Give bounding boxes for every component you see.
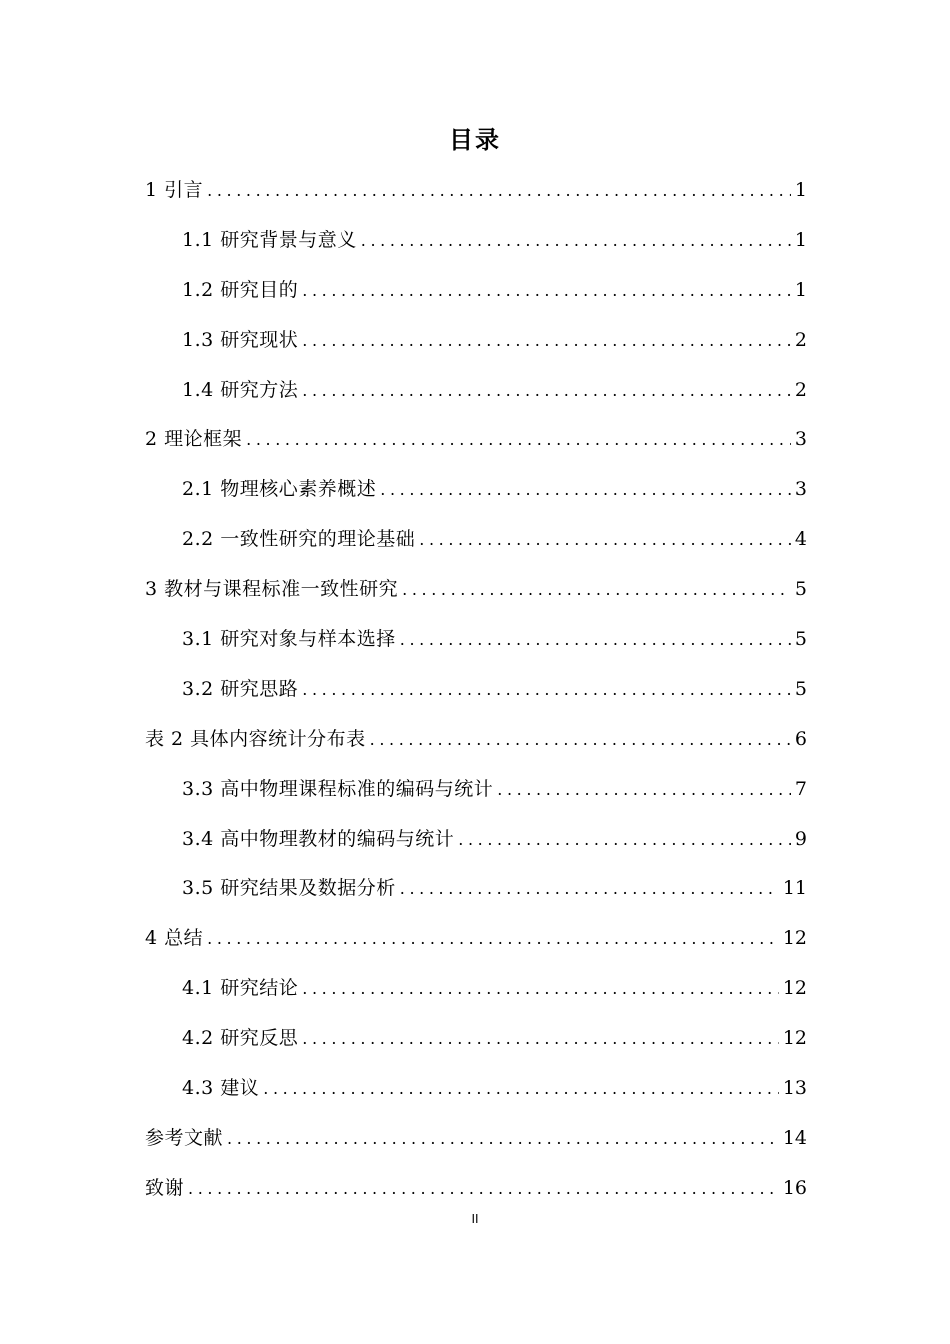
- toc-entry[interactable]: [145, 1014, 807, 1064]
- toc-dot-leader: [370, 715, 791, 765]
- toc-entry-title: 2 理论框架: [145, 428, 243, 451]
- toc-entry[interactable]: [145, 1164, 807, 1214]
- toc-entry-page: 1: [794, 228, 807, 251]
- toc-entry[interactable]: [145, 266, 807, 316]
- toc-dot-leader: [361, 216, 791, 266]
- toc-entry-page: 12: [782, 977, 807, 1000]
- toc-entry-title: 2.2 一致性研究的理论基础: [182, 528, 416, 551]
- toc-list: [145, 166, 807, 1214]
- toc-entry-title: 3 教材与课程标准一致性研究: [145, 578, 399, 601]
- toc-entry-title: 3.4 高中物理教材的编码与统计: [182, 827, 455, 850]
- toc-entry[interactable]: [145, 715, 807, 765]
- toc-entry-page: 14: [782, 1126, 807, 1149]
- toc-entry-page: 2: [794, 328, 807, 351]
- toc-dot-leader: [302, 316, 791, 366]
- toc-dot-leader: [302, 964, 779, 1014]
- toc-dot-leader: [188, 1164, 779, 1214]
- toc-entry-page: 1: [794, 179, 807, 201]
- toc-entry-page: 11: [782, 877, 807, 900]
- toc-dot-leader: [419, 515, 791, 565]
- toc-entry-title: 2.1 物理核心素养概述: [182, 478, 377, 501]
- toc-entry-page: 12: [782, 1027, 807, 1050]
- toc-entry-page: 5: [794, 677, 807, 700]
- toc-entry[interactable]: [145, 565, 807, 615]
- toc-dot-leader: [207, 166, 791, 216]
- toc-entry-page: 2: [794, 378, 807, 401]
- toc-dot-leader: [402, 565, 791, 615]
- toc-entry-page: 3: [794, 478, 807, 501]
- toc-dot-leader: [400, 615, 791, 665]
- toc-entry-title: 4.1 研究结论: [182, 977, 299, 1000]
- toc-dot-leader: [302, 665, 791, 715]
- toc-entry-title: 4.3 建议: [182, 1077, 260, 1100]
- toc-dot-leader: [497, 765, 791, 815]
- toc-dot-leader: [400, 864, 779, 914]
- toc-entry-page: 5: [794, 578, 807, 601]
- toc-entry-page: 3: [794, 428, 807, 451]
- toc-entry-title: 4 总结: [145, 927, 204, 950]
- toc-entry-page: 16: [782, 1176, 807, 1199]
- toc-dot-leader: [302, 266, 791, 316]
- toc-entry[interactable]: [145, 615, 807, 665]
- toc-entry-title: 3.3 高中物理课程标准的编码与统计: [182, 777, 494, 800]
- toc-dot-leader: [380, 465, 791, 515]
- toc-entry-title: 1.1 研究背景与意义: [182, 228, 357, 251]
- page-number-footer: II: [471, 1212, 479, 1226]
- toc-dot-leader: [227, 1114, 779, 1164]
- toc-title: 目录: [449, 126, 501, 154]
- toc-entry[interactable]: [145, 964, 807, 1014]
- toc-entry-title: 1.4 研究方法: [182, 378, 299, 401]
- toc-entry[interactable]: [145, 216, 807, 266]
- toc-entry-page: 4: [794, 528, 807, 551]
- toc-entry[interactable]: [145, 515, 807, 565]
- toc-entry[interactable]: [145, 316, 807, 366]
- toc-entry-title: 3.1 研究对象与样本选择: [182, 628, 396, 651]
- toc-entry-title: 1.3 研究现状: [182, 328, 299, 351]
- toc-entry[interactable]: [145, 166, 807, 216]
- toc-entry-title: 4.2 研究反思: [182, 1027, 299, 1050]
- toc-entry-title: 参考文献: [145, 1126, 224, 1149]
- toc-entry-title: 表 2 具体内容统计分布表: [145, 727, 366, 750]
- toc-entry[interactable]: [145, 765, 807, 815]
- toc-entry-page: 5: [794, 628, 807, 651]
- toc-dot-leader: [246, 415, 791, 465]
- toc-entry-title: 3.2 研究思路: [182, 677, 299, 700]
- toc-entry[interactable]: [145, 864, 807, 914]
- toc-dot-leader: [263, 1064, 779, 1114]
- toc-entry[interactable]: [145, 1114, 807, 1164]
- toc-entry-page: 9: [794, 827, 807, 850]
- toc-entry[interactable]: [145, 465, 807, 515]
- toc-entry[interactable]: [145, 914, 807, 964]
- toc-entry-page: 1: [794, 278, 807, 301]
- toc-entry-page: 6: [794, 727, 807, 750]
- toc-entry-title: 1.2 研究目的: [182, 278, 299, 301]
- toc-entry-page: 7: [794, 777, 807, 800]
- toc-entry[interactable]: [145, 815, 807, 865]
- toc-entry-title: 1 引言: [145, 179, 204, 201]
- toc-dot-leader: [302, 1014, 779, 1064]
- toc-entry-page: 13: [782, 1077, 807, 1100]
- toc-entry[interactable]: [145, 665, 807, 715]
- toc-entry-title: 3.5 研究结果及数据分析: [182, 877, 396, 900]
- toc-entry[interactable]: [145, 1064, 807, 1114]
- toc-entry[interactable]: [145, 415, 807, 465]
- toc-entry[interactable]: [145, 366, 807, 416]
- toc-dot-leader: [302, 366, 791, 416]
- toc-dot-leader: [458, 815, 791, 865]
- toc-entry-title: 致谢: [145, 1176, 185, 1199]
- toc-dot-leader: [207, 914, 779, 964]
- toc-entry-page: 12: [782, 927, 807, 950]
